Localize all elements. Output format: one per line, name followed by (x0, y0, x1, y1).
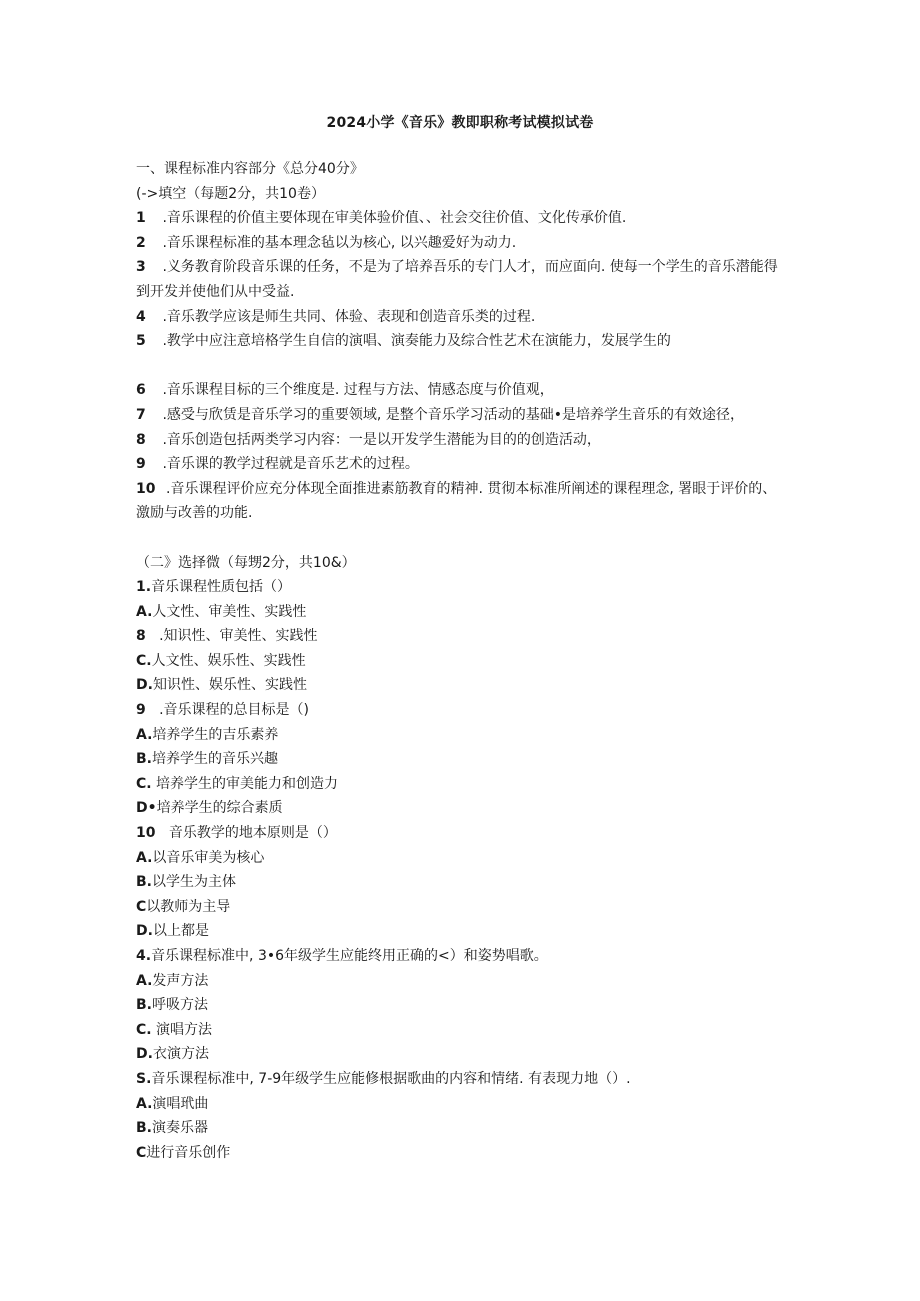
choice-line (136, 575, 786, 600)
item-number: 9 (136, 456, 146, 473)
item-number: 10 (136, 480, 156, 497)
choice-text: 知识性、娱乐性、实践性 (152, 677, 307, 694)
document-body (136, 157, 786, 1165)
item-number: 3 (136, 259, 146, 276)
choice-line (136, 1141, 786, 1166)
fill-item (136, 329, 786, 354)
item-text: .音乐课程标准的基本理念毡以为核心, 以兴趣爱好为动力. (162, 234, 517, 251)
choice-text: 音乐课程性质包括（） (151, 579, 292, 596)
choice-text: 培养学生的综合素质 (156, 800, 283, 817)
choice-text: 音乐教学的地本原则是（） (155, 825, 337, 842)
item-text: .音乐教学应该是师生共同、体验、表现和创造音乐类的过程. (162, 308, 536, 325)
item-text: .音乐课程目标的三个维度是. 过程与方法、情感态度与价值观， (162, 382, 554, 399)
choice-text: 培养学生的审美能力和创造力 (151, 775, 339, 792)
item-text: .音乐课程的价值主要体现在审美体验价值、、社会交往价值、文化传承价值. (162, 210, 627, 227)
choice-line (136, 747, 786, 772)
choice-marker: A. (136, 1095, 153, 1112)
fill-item (136, 378, 786, 403)
choice-line (136, 821, 786, 846)
choice-line (136, 698, 786, 723)
choice-text: 培养学生的音乐兴趣 (152, 751, 278, 768)
choice-marker: 9 (136, 702, 146, 719)
choice-text: 以教师为主导 (146, 898, 231, 915)
choice-line (136, 1067, 786, 1092)
choice-line (136, 870, 786, 895)
choice-text: 演奏乐器 (152, 1120, 208, 1137)
choice-marker: A. (136, 972, 153, 989)
choice-marker: A. (136, 603, 153, 620)
section-heading: 一、课程标准内容部分《总分40分》 (136, 161, 364, 177)
choice-marker: D• (136, 800, 157, 817)
choice-marker: C. (136, 652, 152, 669)
item-number: 6 (136, 382, 146, 399)
choice-text: 以音乐审美为核心 (152, 849, 265, 866)
choice-marker: 4. (136, 948, 152, 964)
choice-marker: A. (136, 849, 153, 866)
choice-text: 发声方法 (152, 972, 209, 989)
choice-text: 演唱方法 (151, 1021, 213, 1038)
item-number: 1 (136, 210, 146, 227)
document-title: 2024小学《音乐》教即职称考试模拟试卷 (326, 115, 594, 131)
choice-line (136, 624, 786, 649)
fill-item (136, 403, 786, 428)
choice-line (136, 993, 786, 1018)
choice-text: 衣演方法 (152, 1046, 209, 1063)
fill-item (136, 452, 786, 477)
choice-line (136, 649, 786, 674)
choice-line (136, 1018, 786, 1043)
item-text: .教学中应注意培格学生自信的演唱、演奏能力及综合性艺术在演能力，发展学生的 (162, 333, 671, 350)
choice-marker: B. (136, 874, 152, 891)
choice-text: 人文性、审美性、实践性 (152, 603, 307, 620)
choice-marker: D. (136, 1046, 153, 1063)
item-text: .音乐创造包括两类学习内容：一是以开发学生潜能为目的的创造活动， (162, 431, 601, 448)
choice-marker: 8 (136, 628, 146, 645)
fill-item (136, 231, 786, 256)
fill-item (136, 477, 786, 526)
choice-line (136, 772, 786, 797)
choice-marker: C (136, 1144, 147, 1161)
item-text: .音乐课的教学过程就是音乐艺术的过程。 (162, 456, 419, 473)
choice-line (136, 673, 786, 698)
choice-line (136, 969, 786, 994)
item-text: .感受与欣赁是音乐学习的重要领域, 是整个音乐学习活动的基础•是培养学生音乐的有效途径， (162, 406, 745, 423)
choice-text: .音乐课程的总目标是（) (145, 702, 310, 719)
blank-line (136, 354, 786, 379)
choice-line (136, 846, 786, 871)
choice-text: 音乐课程标准中, 3•6年级学生应能终用正确的<）和姿势唱歌。 (151, 948, 548, 964)
choice-line (136, 723, 786, 748)
fill-item (136, 206, 786, 231)
item-number: 5 (136, 333, 146, 350)
choice-text: 以上都是 (152, 923, 209, 940)
item-number: 2 (136, 234, 146, 251)
choice-marker: B. (136, 997, 152, 1014)
choice-marker: B. (136, 751, 152, 768)
choice-marker: B. (136, 1120, 152, 1137)
choice-text: 进行音乐创作 (146, 1144, 231, 1161)
choice-marker: C. (136, 1021, 152, 1038)
fill-item (136, 305, 786, 330)
choice-text: 培养学生的吉乐素养 (152, 726, 279, 743)
choice-marker: 1. (136, 579, 152, 596)
choice-line (136, 796, 786, 821)
item-number: 8 (136, 431, 146, 448)
choice-marker: 10 (136, 825, 156, 842)
choice-text: 以学生为主体 (152, 874, 236, 891)
choice-marker: C (136, 898, 147, 915)
item-text: .义务教育阶段音乐课的任务，不是为了培养吾乐的专门人才，而应面向. 使每一个学生的音乐潜能得到开发并使他们从中受益. (136, 259, 778, 300)
choice-line (136, 944, 786, 969)
choice-marker: C. (136, 775, 152, 792)
choice-text: 音乐课程标准中, 7-9年级学生应能修根据歌曲的内容和情绪. 有表现力地（）. (151, 1070, 631, 1087)
fill-item (136, 428, 786, 453)
choice-text: 人文性、娱乐性、实践性 (151, 652, 306, 669)
blank-line (136, 526, 786, 551)
item-number: 4 (136, 308, 146, 325)
item-text: .音乐课程评价应充分体现全面推进素筋教育的精神. 贯彻本标准所阐述的课程理念, 署眼于评价的、激励与改善的功能. (136, 480, 777, 522)
choice-line (136, 1042, 786, 1067)
choice-marker: A. (136, 726, 153, 743)
multiple-choice-heading: （二》选择微（每甥2分，共10&） (136, 554, 356, 571)
choice-text: 呼吸方法 (152, 997, 208, 1014)
choice-line (136, 895, 786, 920)
fill-in-heading: (->填空（每题2分，共10卷） (136, 185, 325, 202)
choice-text: 演唱玳曲 (152, 1095, 209, 1112)
item-number: 7 (136, 406, 146, 423)
choice-line (136, 919, 786, 944)
choice-line (136, 1092, 786, 1117)
fill-item (136, 255, 786, 304)
choice-line (136, 1116, 786, 1141)
choice-marker: D. (136, 923, 153, 940)
choice-marker: D. (136, 677, 153, 694)
choice-line (136, 600, 786, 625)
choice-marker: S. (136, 1070, 152, 1087)
choice-text: .知识性、审美性、实践性 (145, 628, 318, 645)
